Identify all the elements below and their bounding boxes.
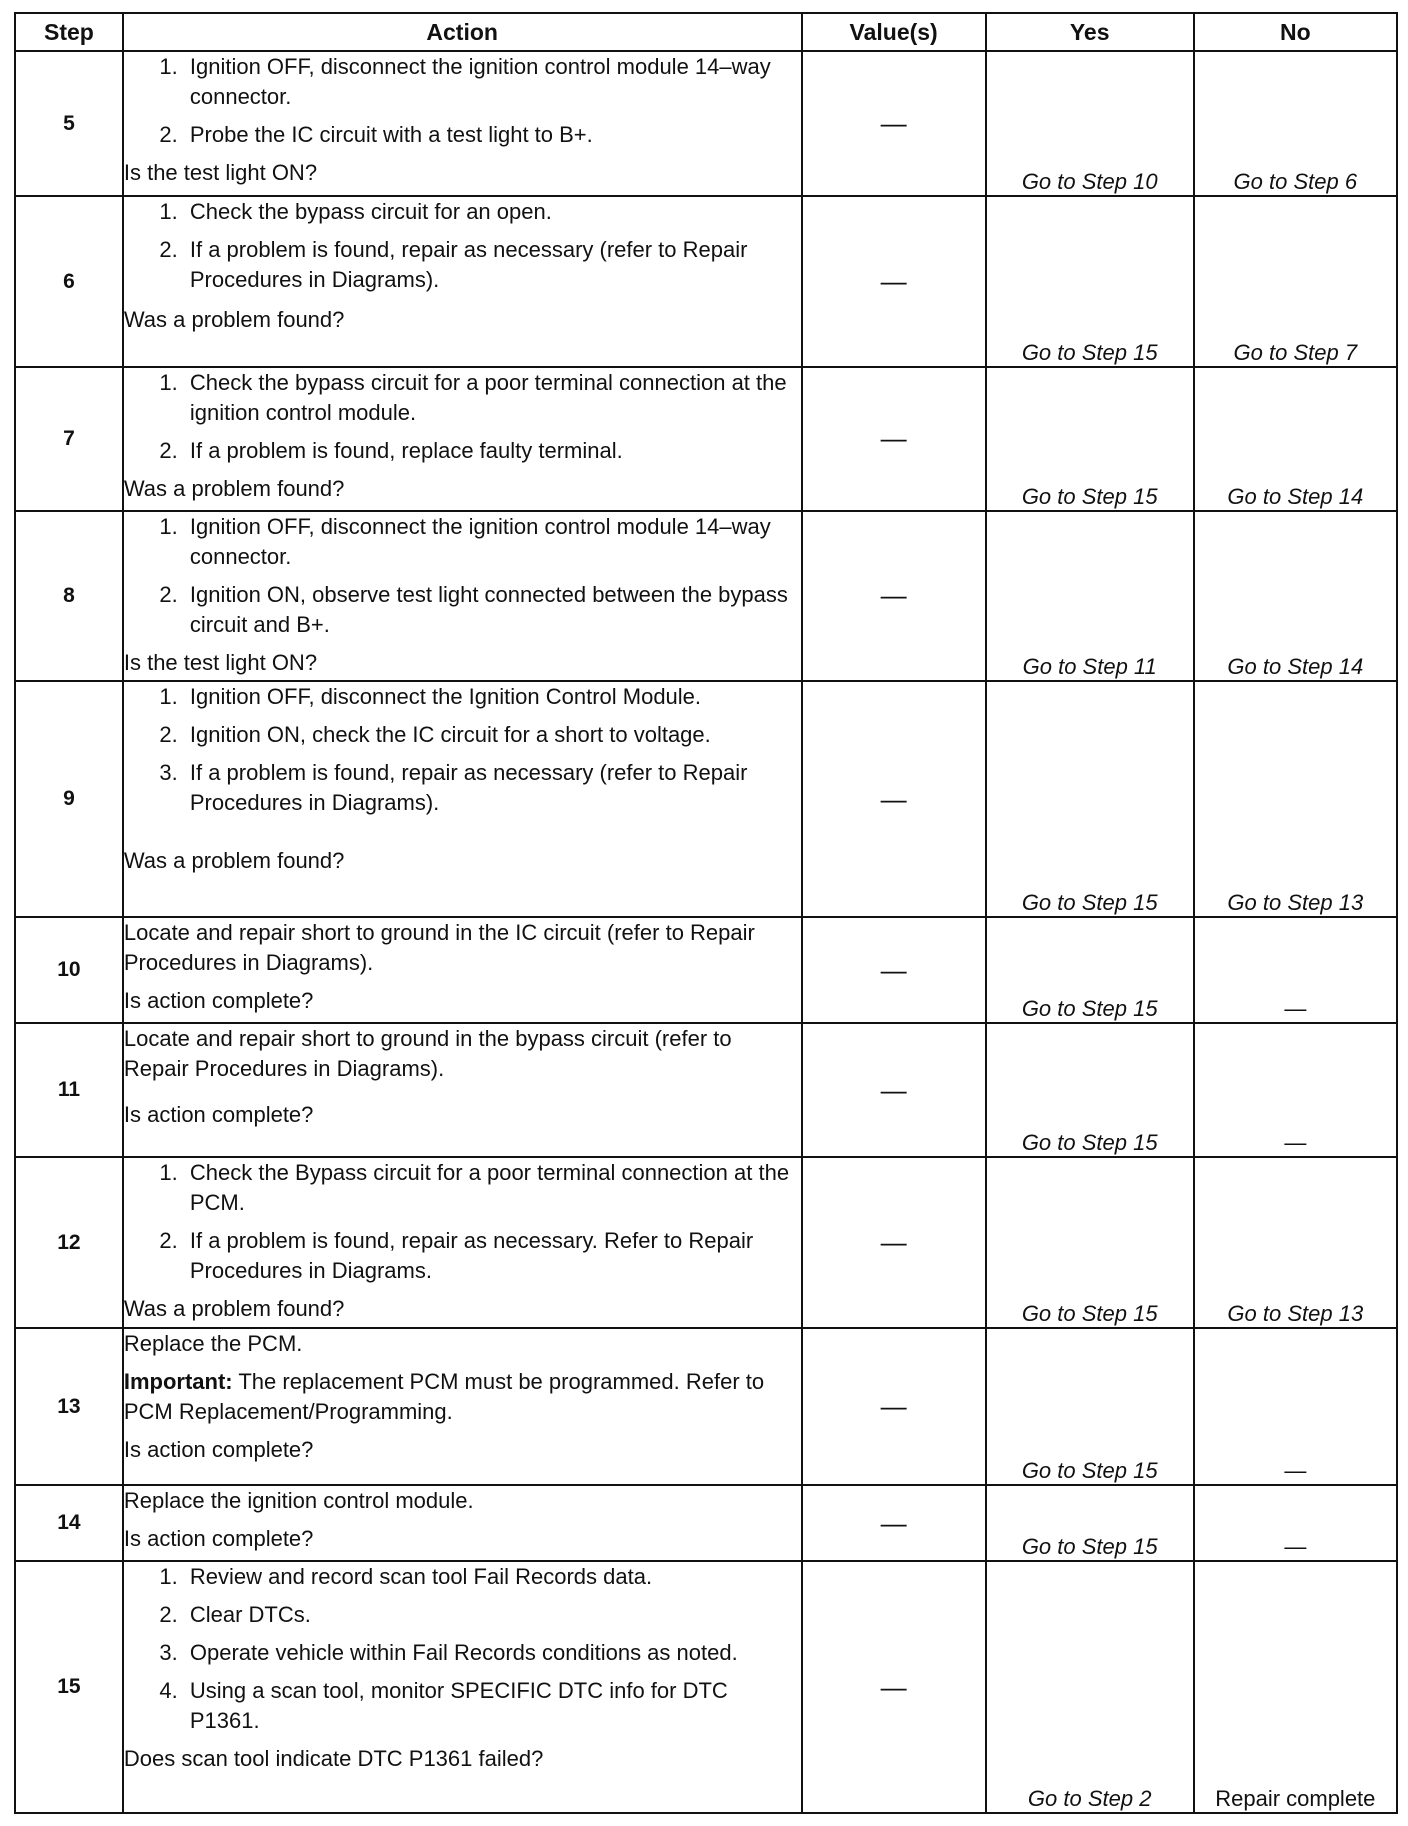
action-step-item: 1. Ignition OFF, disconnect the ignition control module 14–way connector. <box>184 52 801 112</box>
step-number: 7 <box>15 367 123 510</box>
yes-cell <box>986 1157 1194 1328</box>
value-cell: — <box>802 681 986 917</box>
no-cell <box>1194 1561 1397 1813</box>
table-row <box>15 367 1397 510</box>
step-number: 10 <box>15 917 123 1023</box>
yes-result: Go to Step 15 <box>1021 889 1158 915</box>
table-row <box>15 1023 1397 1157</box>
table-row <box>15 51 1397 196</box>
action-cell <box>123 196 802 367</box>
no-result: Go to Step 7 <box>1233 340 1358 366</box>
value-cell: — <box>802 917 986 1023</box>
no-result: Go to Step 14 <box>1227 654 1364 680</box>
no-result: — <box>1284 996 1307 1022</box>
yes-cell <box>986 367 1194 510</box>
action-steps <box>124 1562 801 1736</box>
yes-result: Go to Step 2 <box>1027 1786 1152 1811</box>
action-steps <box>124 197 801 295</box>
important-label: Important: <box>123 1368 233 1394</box>
action-question: Was a problem found? <box>123 848 345 874</box>
action-steps <box>124 512 801 640</box>
yes-cell <box>986 681 1194 917</box>
yes-result: Go to Step 15 <box>1021 996 1158 1022</box>
no-result: Repair complete <box>1215 1786 1376 1811</box>
action-cell <box>123 511 802 682</box>
table-row <box>15 1328 1397 1485</box>
action-step-item: 1. Check the Bypass circuit for a poor terminal connection at the PCM. <box>184 1158 801 1218</box>
action-question: Does scan tool indicate DTC P1361 failed? <box>123 1746 544 1772</box>
action-step-item: 2. Ignition ON, check the IC circuit for a short to voltage. <box>184 720 801 750</box>
yes-cell <box>986 51 1194 196</box>
table-row <box>15 511 1397 682</box>
no-cell <box>1194 367 1397 510</box>
action-step-item: 1. Check the bypass circuit for a poor terminal connection at the ignition control module. <box>184 368 801 428</box>
action-paragraph: Replace the ignition control module. <box>123 1488 474 1514</box>
action-step-item: 4. Using a scan tool, monitor SPECIFIC DTC info for DTC P1361. <box>184 1676 801 1736</box>
no-result: — <box>1284 1534 1307 1560</box>
yes-result: Go to Step 15 <box>1021 1130 1158 1156</box>
action-cell <box>123 51 802 196</box>
step-number: 8 <box>15 511 123 682</box>
no-result: — <box>1284 1130 1307 1156</box>
yes-result: Go to Step 15 <box>1021 340 1158 366</box>
important-note <box>124 1367 801 1427</box>
header-row <box>15 13 1397 51</box>
header-yes: Yes <box>986 13 1194 51</box>
yes-result: Go to Step 15 <box>1021 1458 1158 1484</box>
no-cell <box>1194 51 1397 196</box>
diagnostic-table <box>14 12 1398 1814</box>
action-paragraph: Locate and repair short to ground in the IC circuit (refer to Repair Procedures in Diagrams). <box>123 919 755 975</box>
action-step-item: 2. If a problem is found, repair as necessary. Refer to Repair Procedures in Diagrams. <box>184 1226 801 1286</box>
action-step-item: 2. If a problem is found, repair as necessary (refer to Repair Procedures in Diagrams). <box>184 235 801 295</box>
header-action: Action <box>123 13 802 51</box>
action-paragraph: Locate and repair short to ground in the bypass circuit (refer to Repair Procedures in Diagrams). <box>123 1026 732 1082</box>
action-step-item: 1. Review and record scan tool Fail Records data. <box>184 1562 801 1592</box>
yes-result: Go to Step 15 <box>1021 483 1158 509</box>
action-cell <box>123 1157 802 1328</box>
important-text: The replacement PCM must be programmed. Refer to PCM Replacement/Programming. <box>123 1368 765 1424</box>
action-question: Was a problem found? <box>123 1296 345 1322</box>
value-cell: — <box>802 51 986 196</box>
action-question: Is action complete? <box>123 1526 314 1552</box>
action-cell <box>123 367 802 510</box>
no-cell <box>1194 1485 1397 1561</box>
no-cell <box>1194 511 1397 682</box>
action-cell <box>123 1561 802 1813</box>
value-cell: — <box>802 511 986 682</box>
action-question: Is action complete? <box>123 987 314 1013</box>
action-step-item: 2. Clear DTCs. <box>184 1600 801 1630</box>
action-step-item: 1. Check the bypass circuit for an open. <box>184 197 801 227</box>
action-steps <box>124 682 801 818</box>
no-result: — <box>1284 1458 1307 1484</box>
value-cell: — <box>802 1485 986 1561</box>
action-step-item: 1. Ignition OFF, disconnect the Ignition Control Module. <box>184 682 801 712</box>
step-number: 14 <box>15 1485 123 1561</box>
no-result: Go to Step 13 <box>1227 889 1364 915</box>
yes-cell <box>986 917 1194 1023</box>
value-cell: — <box>802 1157 986 1328</box>
no-cell <box>1194 917 1397 1023</box>
yes-result: Go to Step 15 <box>1021 1300 1158 1326</box>
header-no: No <box>1194 13 1397 51</box>
action-step-item: 2. If a problem is found, replace faulty terminal. <box>184 436 801 466</box>
action-cell <box>123 917 802 1023</box>
step-number: 5 <box>15 51 123 196</box>
no-cell <box>1194 1157 1397 1328</box>
action-question: Is action complete? <box>123 1436 314 1462</box>
yes-result: Go to Step 15 <box>1021 1534 1158 1560</box>
step-number: 6 <box>15 196 123 367</box>
header-step: Step <box>15 13 123 51</box>
yes-cell <box>986 196 1194 367</box>
value-cell: — <box>802 1561 986 1813</box>
action-step-item: 2. Probe the IC circuit with a test light to B+. <box>184 120 801 150</box>
value-cell: — <box>802 367 986 510</box>
no-result: Go to Step 6 <box>1233 169 1358 195</box>
table-row <box>15 681 1397 917</box>
no-cell <box>1194 1023 1397 1157</box>
no-cell <box>1194 196 1397 367</box>
step-number: 13 <box>15 1328 123 1485</box>
action-step-item: 2. Ignition ON, observe test light connected between the bypass circuit and B+. <box>184 580 801 640</box>
table-row <box>15 196 1397 367</box>
no-cell <box>1194 1328 1397 1485</box>
yes-cell <box>986 511 1194 682</box>
action-cell <box>123 1023 802 1157</box>
action-cell <box>123 1485 802 1561</box>
value-cell: — <box>802 1328 986 1485</box>
yes-cell <box>986 1023 1194 1157</box>
action-question: Is the test light ON? <box>123 160 318 185</box>
table-row <box>15 1157 1397 1328</box>
yes-cell <box>986 1561 1194 1813</box>
action-cell <box>123 681 802 917</box>
no-result: Go to Step 14 <box>1227 483 1364 509</box>
table-row <box>15 1485 1397 1561</box>
yes-cell <box>986 1485 1194 1561</box>
step-number: 11 <box>15 1023 123 1157</box>
action-steps <box>124 52 801 150</box>
action-steps <box>124 1158 801 1286</box>
action-question: Was a problem found? <box>123 476 345 502</box>
step-number: 15 <box>15 1561 123 1813</box>
step-number: 12 <box>15 1157 123 1328</box>
value-cell: — <box>802 1023 986 1157</box>
header-values: Value(s) <box>802 13 986 51</box>
step-number: 9 <box>15 681 123 917</box>
action-step-item: 3. If a problem is found, repair as necessary (refer to Repair Procedures in Diagrams). <box>184 758 801 818</box>
table-row <box>15 1561 1397 1813</box>
no-result: Go to Step 13 <box>1227 1300 1364 1326</box>
action-question: Was a problem found? <box>123 307 345 333</box>
action-step-item: 3. Operate vehicle within Fail Records conditions as noted. <box>184 1638 801 1668</box>
yes-cell <box>986 1328 1194 1485</box>
yes-result: Go to Step 10 <box>1021 169 1158 195</box>
action-question: Is the test light ON? <box>123 649 318 675</box>
action-steps <box>124 368 801 466</box>
yes-result: Go to Step 11 <box>1022 654 1157 680</box>
action-cell <box>123 1328 802 1485</box>
action-question: Is action complete? <box>123 1102 314 1128</box>
value-cell: — <box>802 196 986 367</box>
table-row <box>15 917 1397 1023</box>
no-cell <box>1194 681 1397 917</box>
action-step-item: 1. Ignition OFF, disconnect the ignition control module 14–way connector. <box>184 512 801 572</box>
action-paragraph: Replace the PCM. <box>123 1330 303 1356</box>
